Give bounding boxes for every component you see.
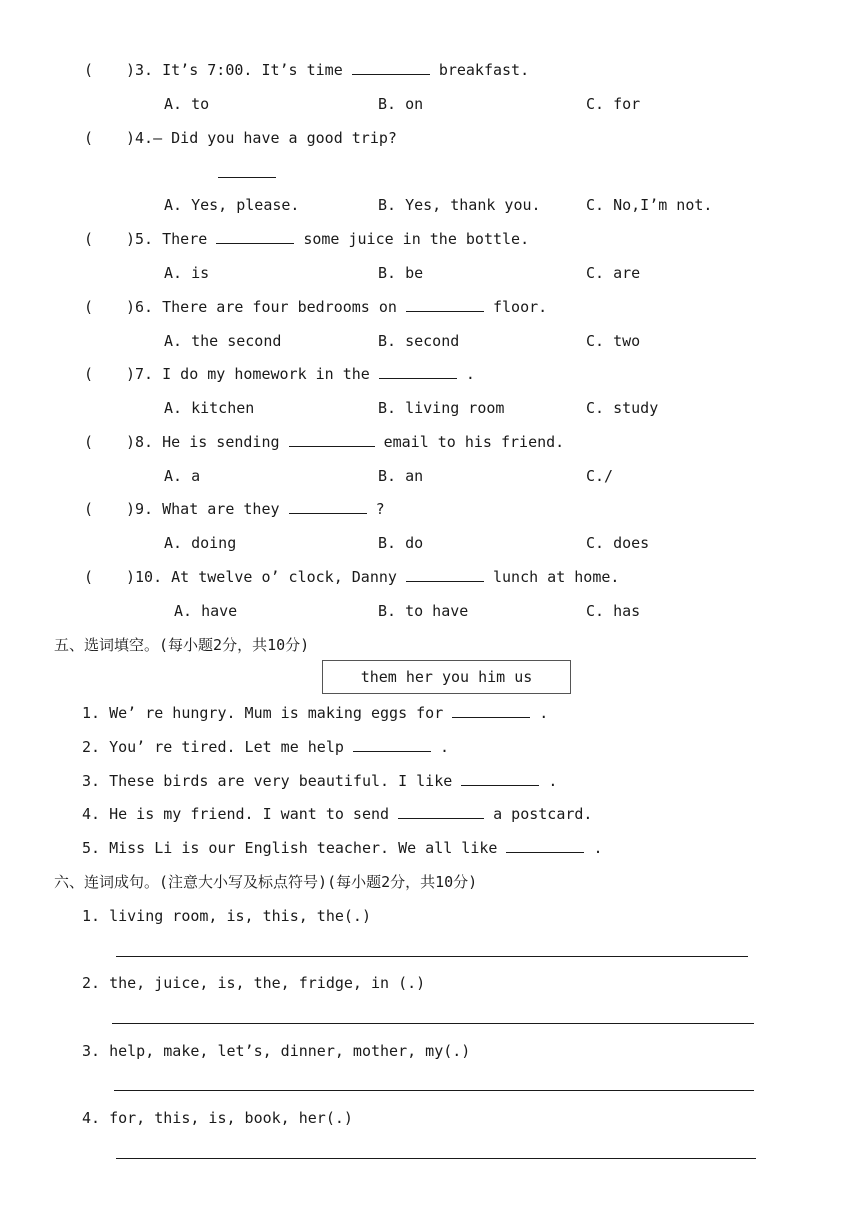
question-text: There <box>162 230 208 248</box>
answer-blank[interactable] <box>218 177 276 178</box>
question-text: There are four bedrooms on <box>162 298 397 316</box>
option-a: A. have <box>174 602 238 620</box>
fill-item-4 <box>82 804 592 824</box>
question-text: lunch at home. <box>493 568 620 586</box>
answer-line[interactable] <box>116 956 748 957</box>
question-number: )3. <box>126 61 154 79</box>
item-text: 4. He is my friend. I want to send <box>82 805 390 823</box>
sentence-item-1: 1. living room, is, this, the(.) <box>82 907 371 925</box>
question-text: He is sending <box>162 433 280 451</box>
answer-blank[interactable] <box>461 771 539 786</box>
fill-item-5 <box>82 838 603 858</box>
answer-line[interactable] <box>112 1023 754 1024</box>
answer-paren: ( <box>84 365 94 383</box>
item-text: . <box>539 704 549 722</box>
section-heading-6: 六、连词成句。(注意大小写及标点符号)(每小题2分，共10分) <box>54 873 478 891</box>
question-number: )5. <box>126 230 154 248</box>
fill-item-3 <box>82 771 557 791</box>
answer-blank[interactable] <box>353 737 431 752</box>
option-b: B. an <box>378 467 424 485</box>
answer-blank[interactable] <box>452 703 530 718</box>
option-b: B. second <box>378 332 460 350</box>
sentence-item-4: 4. for, this, is, book, her(.) <box>82 1109 353 1127</box>
option-b: B. be <box>378 264 424 282</box>
option-a: A. is <box>164 264 210 282</box>
question-number: )10. <box>126 568 163 586</box>
question-text: ? <box>375 500 385 518</box>
question-5 <box>126 229 529 249</box>
question-number: )6. <box>126 298 154 316</box>
question-7 <box>126 364 475 384</box>
answer-blank[interactable] <box>398 804 484 819</box>
answer-blank[interactable] <box>406 567 484 582</box>
item-text: a postcard. <box>493 805 593 823</box>
option-c: C. for <box>586 95 641 113</box>
answer-paren: ( <box>84 230 94 248</box>
answer-blank[interactable] <box>216 229 294 244</box>
option-a: A. kitchen <box>164 399 255 417</box>
question-8 <box>126 432 564 452</box>
option-b: B. Yes, thank you. <box>378 196 541 214</box>
answer-paren: ( <box>84 129 94 147</box>
question-3 <box>126 60 529 80</box>
option-a: A. doing <box>164 534 237 552</box>
item-text: . <box>548 772 558 790</box>
answer-paren: ( <box>84 500 94 518</box>
option-a: A. a <box>164 467 201 485</box>
option-c: C. are <box>586 264 641 282</box>
question-text: — Did you have a good trip? <box>153 129 397 147</box>
answer-blank[interactable] <box>406 297 484 312</box>
item-text: . <box>439 738 449 756</box>
option-c: C. does <box>586 534 650 552</box>
question-9 <box>126 499 385 519</box>
question-number: )7. <box>126 365 154 383</box>
option-a: A. to <box>164 95 210 113</box>
answer-line[interactable] <box>116 1158 756 1159</box>
item-text: 5. Miss Li is our English teacher. We all like <box>82 839 498 857</box>
option-b: B. to have <box>378 602 469 620</box>
question-text: floor. <box>493 298 548 316</box>
question-number: )9. <box>126 500 154 518</box>
option-a: A. the second <box>164 332 282 350</box>
item-text: 1. We’ re hungry. Mum is making eggs for <box>82 704 444 722</box>
answer-blank[interactable] <box>289 432 375 447</box>
option-c: C. No,I’m not. <box>586 196 713 214</box>
option-c: C./ <box>586 467 614 485</box>
question-number: )8. <box>126 433 154 451</box>
option-b: B. do <box>378 534 424 552</box>
sentence-item-2: 2. the, juice, is, the, fridge, in (.) <box>82 974 426 992</box>
question-6 <box>126 297 547 317</box>
answer-paren: ( <box>84 298 94 316</box>
answer-paren: ( <box>84 61 94 79</box>
sentence-item-3: 3. help, make, let’s, dinner, mother, my(.) <box>82 1042 471 1060</box>
answer-line[interactable] <box>114 1090 754 1091</box>
section-heading-5: 五、选词填空。(每小题2分，共10分) <box>54 636 310 654</box>
option-b: B. on <box>378 95 424 113</box>
question-10 <box>126 567 619 587</box>
question-text: At twelve o’ clock, Danny <box>171 568 397 586</box>
option-b: B. living room <box>378 399 505 417</box>
item-text: 3. These birds are very beautiful. I like <box>82 772 453 790</box>
option-c: C. study <box>586 399 659 417</box>
answer-paren: ( <box>84 433 94 451</box>
question-text: It’s 7:00. It’s time <box>162 61 343 79</box>
answer-blank[interactable] <box>352 60 430 75</box>
question-text: breakfast. <box>438 61 530 79</box>
answer-blank[interactable] <box>289 499 367 514</box>
question-text: . <box>465 365 475 383</box>
option-a: A. Yes, please. <box>164 196 300 214</box>
item-text: 2. You’ re tired. Let me help <box>82 738 344 756</box>
question-text: email to his friend. <box>383 433 565 451</box>
question-4 <box>126 128 397 148</box>
answer-blank[interactable] <box>379 364 457 379</box>
fill-item-2 <box>82 737 449 757</box>
option-c: C. two <box>586 332 641 350</box>
answer-blank[interactable] <box>506 838 584 853</box>
word-box: them her you him us <box>322 660 571 694</box>
question-text: some juice in the bottle. <box>303 230 530 248</box>
answer-paren: ( <box>84 568 94 586</box>
option-c: C. has <box>586 602 641 620</box>
item-text: . <box>593 839 603 857</box>
question-text: What are they <box>162 500 280 518</box>
question-number: )4. <box>126 129 154 147</box>
question-text: I do my homework in the <box>162 365 370 383</box>
fill-item-1 <box>82 703 548 723</box>
